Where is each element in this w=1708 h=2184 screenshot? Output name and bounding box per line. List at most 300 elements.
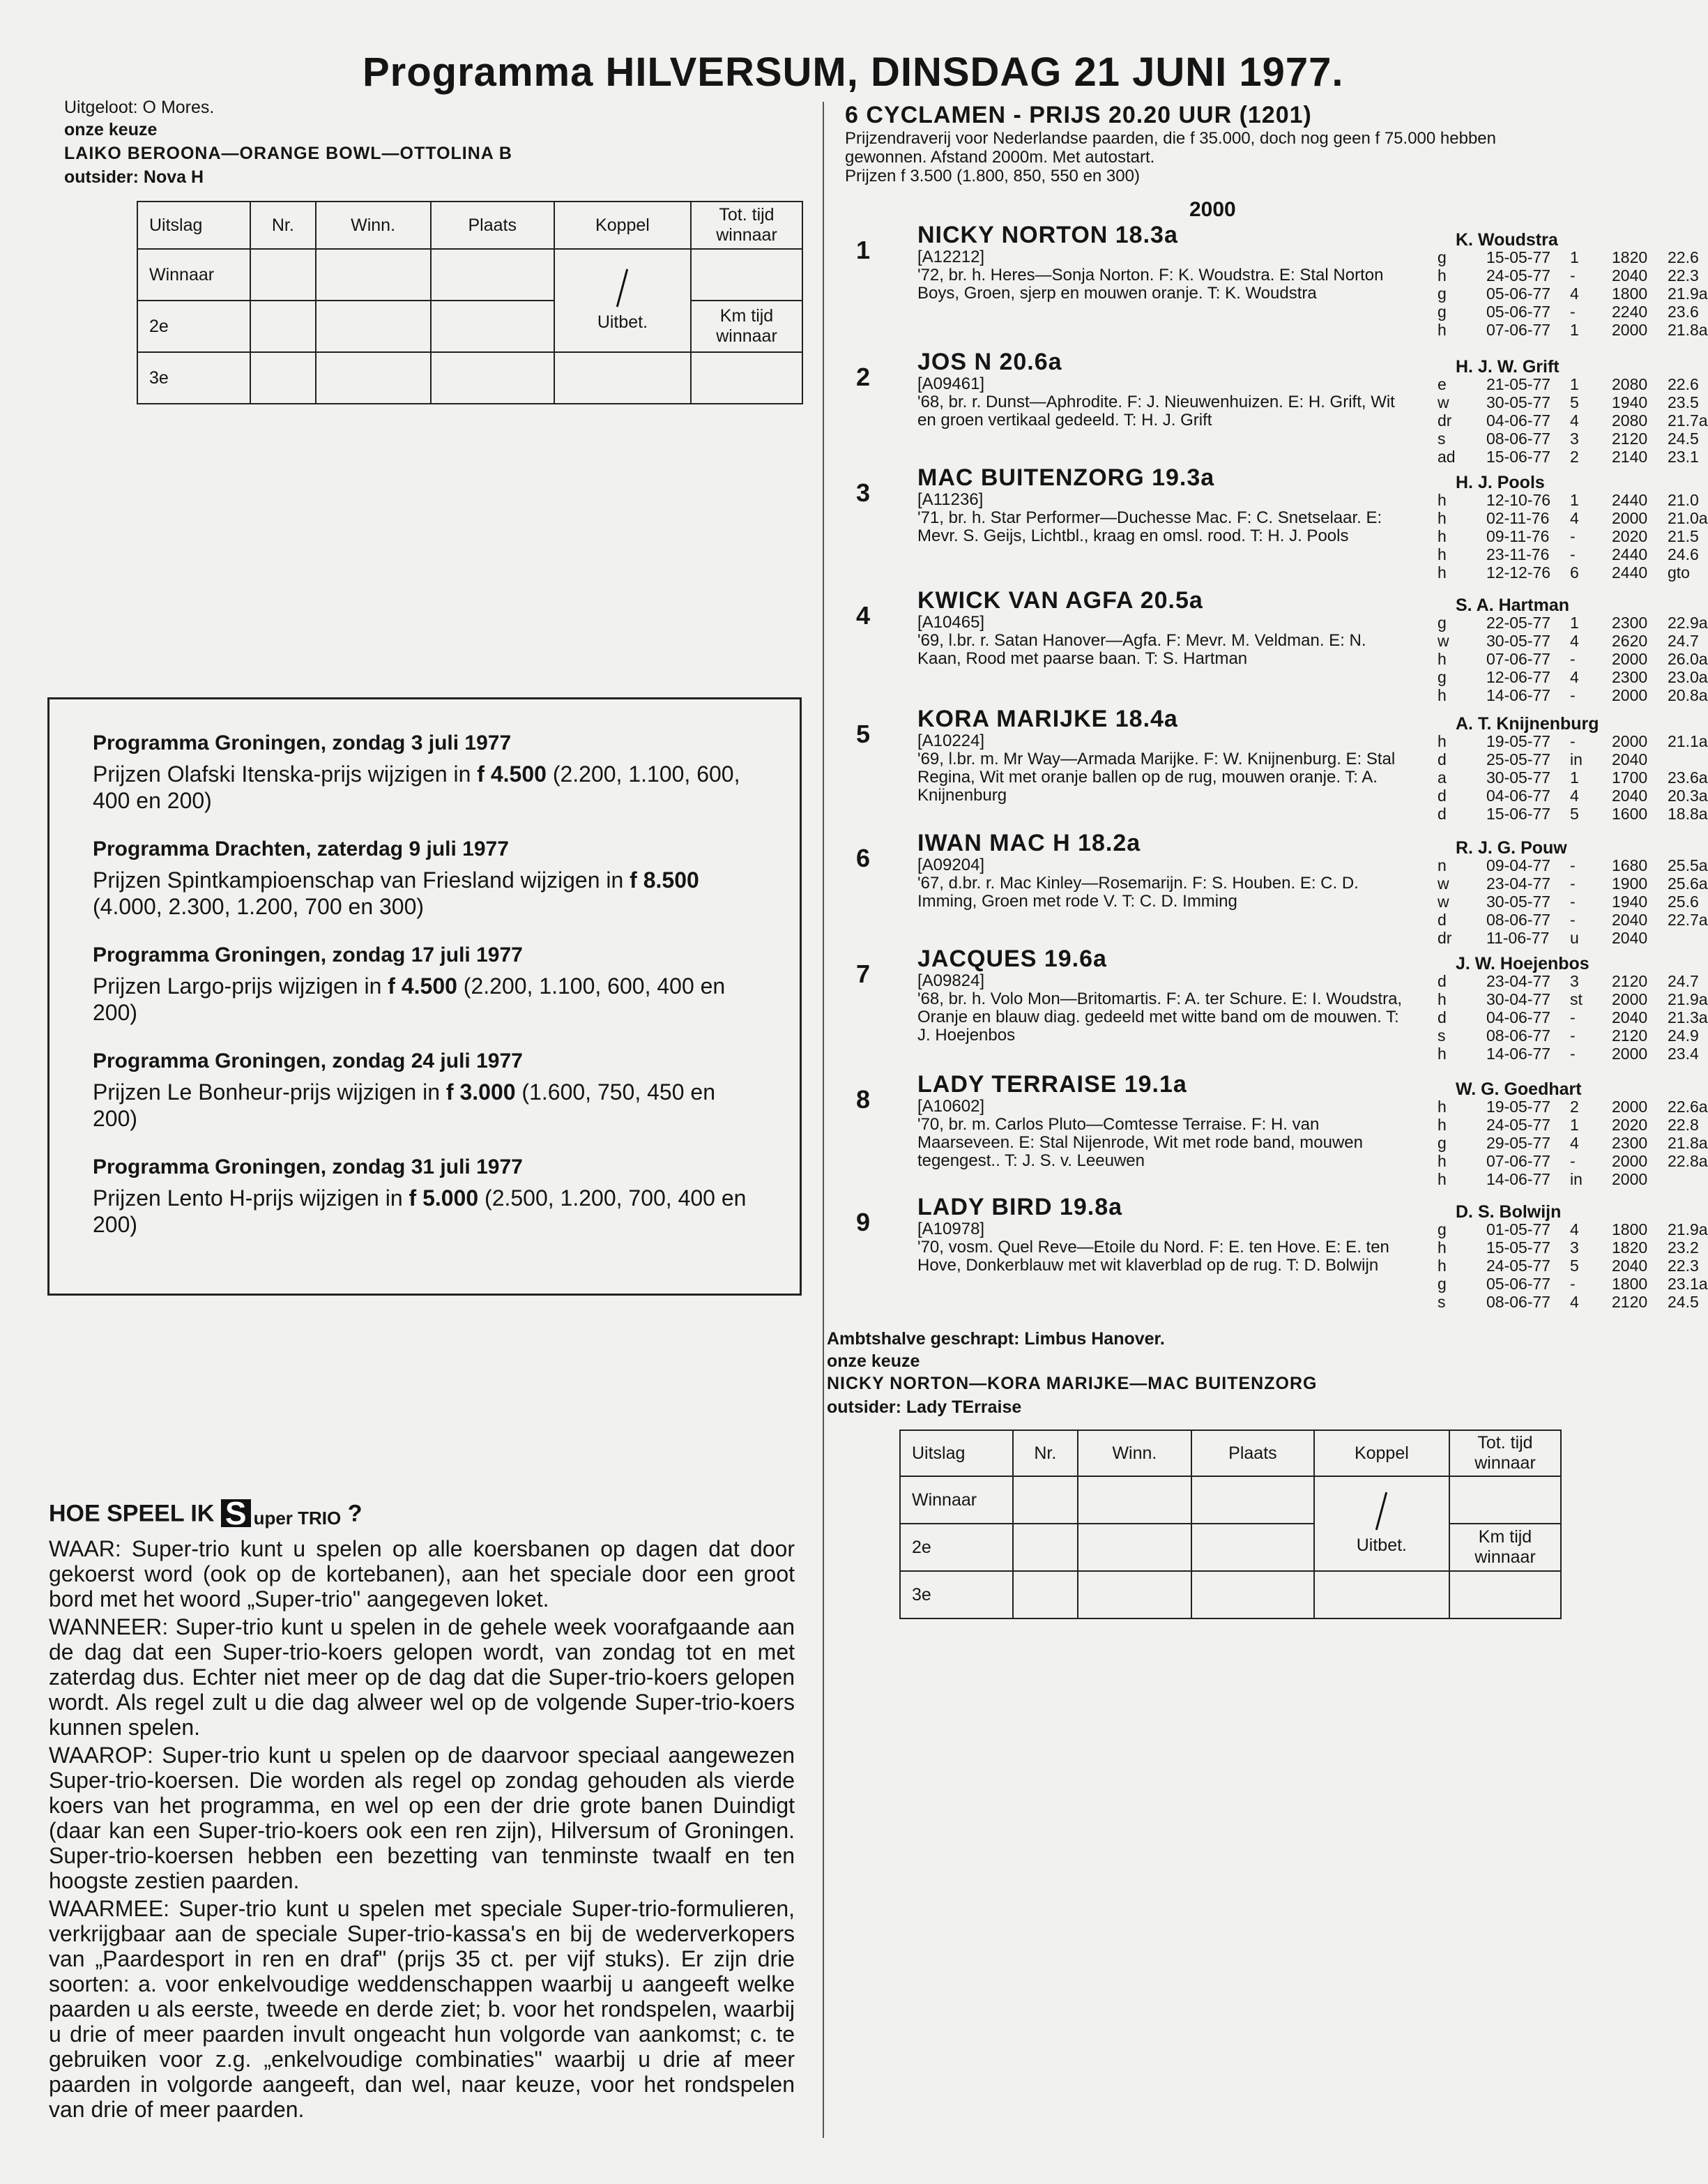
table-cell[interactable]	[316, 301, 431, 352]
horse-name: KORA MARIJKE 18.4a	[917, 706, 1178, 732]
table-cell[interactable]	[1314, 1571, 1449, 1618]
program-change-heading: Programma Groningen, zondag 3 juli 1977	[93, 731, 512, 754]
program-change-heading: Programma Groningen, zondag 24 juli 1977	[93, 1049, 523, 1072]
result-cell: 08-06-77	[1486, 1026, 1551, 1045]
result-cell: 2	[1570, 448, 1579, 466]
table-cell[interactable]	[250, 352, 316, 404]
horse-entry	[845, 1071, 1708, 1190]
result-cell: 21.5	[1668, 527, 1699, 545]
result-cell: 01-05-77	[1486, 1220, 1551, 1238]
horse-number: 6	[856, 844, 871, 872]
result-cell: 23.1a	[1668, 1275, 1708, 1293]
result-cell: w	[1438, 632, 1449, 650]
result-cell: 2040	[1612, 266, 1648, 285]
result-cell: 12-06-77	[1486, 668, 1551, 686]
outsider-text-right: outsider: Lady TErraise	[827, 1397, 1022, 1417]
plaats-header: Plaats	[1191, 1430, 1314, 1476]
result-cell: g	[1438, 1275, 1447, 1293]
result-row	[1291, 911, 1708, 929]
table-cell[interactable]	[250, 301, 316, 352]
result-cell: 15-06-77	[1486, 448, 1551, 466]
result-cell: 3	[1570, 430, 1579, 448]
third-row-label: 3e	[137, 352, 250, 404]
result-cell: 2	[1570, 1098, 1579, 1116]
result-cell: 22.3	[1668, 1257, 1699, 1275]
result-cell: n	[1438, 856, 1447, 874]
table-cell[interactable]	[554, 352, 691, 404]
second-row-label: 2e	[137, 301, 250, 352]
result-row	[1291, 686, 1708, 704]
table-cell[interactable]	[431, 301, 554, 352]
result-row	[1291, 1008, 1708, 1026]
result-cell: d	[1438, 911, 1447, 929]
winn-header: Winn.	[316, 202, 431, 249]
result-cell: 30-04-77	[1486, 990, 1551, 1008]
horse-entry	[845, 222, 1708, 340]
result-cell: 05-06-77	[1486, 1275, 1551, 1293]
result-cell: 22.8	[1668, 1116, 1699, 1134]
result-cell: 21-05-77	[1486, 375, 1551, 393]
result-cell: 1900	[1612, 874, 1648, 893]
result-row	[1291, 393, 1699, 411]
result-cell: 25-05-77	[1486, 750, 1551, 768]
result-cell: 4	[1570, 668, 1579, 686]
result-cell: 2000	[1612, 650, 1648, 668]
result-cell: -	[1570, 650, 1576, 668]
result-cell: 1800	[1612, 1220, 1648, 1238]
result-cell: d	[1438, 1008, 1447, 1026]
result-cell: 12-10-76	[1486, 491, 1551, 509]
result-cell: 04-06-77	[1486, 787, 1551, 805]
result-cell: e	[1438, 375, 1447, 393]
result-cell: 21.8a	[1668, 321, 1708, 339]
result-cell: 21.1a	[1668, 732, 1708, 750]
program-change-amount: f 3.000	[445, 1079, 516, 1105]
tot-tijd-header: Tot. tijd winnaar	[1449, 1430, 1561, 1476]
table-cell[interactable]	[1191, 1476, 1314, 1524]
result-cell: 2440	[1612, 491, 1648, 509]
result-cell: 22.6	[1668, 248, 1699, 266]
result-cell: 1	[1570, 768, 1579, 787]
km-tijd-label: Km tijd winnaar	[1449, 1524, 1561, 1571]
horse-results	[1291, 856, 1708, 947]
result-cell: 12-12-76	[1486, 563, 1551, 582]
race-conditions: Prijzendraverij voor Nederlandse paarden, die f 35.000, doch nog geen f 75.000 hebben gewonnen. Afstand 2000m. Met autostart.	[845, 129, 1496, 167]
program-change-entry	[93, 837, 762, 920]
result-cell: 18.8a	[1668, 805, 1708, 823]
result-cell: 21.3a	[1668, 1008, 1708, 1026]
program-change-pre: Prijzen Spintkampioenschap van Friesland wijzigen in	[93, 867, 630, 893]
result-row	[1291, 768, 1708, 787]
result-cell: g	[1438, 248, 1447, 266]
result-cell: 2040	[1612, 1257, 1648, 1275]
result-row	[1291, 732, 1708, 750]
result-cell: 5	[1570, 393, 1579, 411]
horse-results	[1291, 248, 1708, 339]
program-change-heading: Programma Groningen, zondag 17 juli 1977	[93, 943, 523, 966]
result-cell: gto	[1668, 563, 1690, 582]
program-changes-box	[47, 697, 802, 1296]
hoe-speel-question: ?	[347, 1500, 363, 1527]
horse-results	[1291, 1098, 1708, 1188]
result-cell: g	[1438, 1220, 1447, 1238]
result-cell: 4	[1570, 509, 1579, 527]
program-change-post: (2.500, 1.200, 700, 400 en 200)	[93, 1185, 747, 1237]
result-cell: 08-06-77	[1486, 911, 1551, 929]
result-row	[1291, 303, 1699, 321]
result-row	[1291, 1275, 1708, 1293]
hoe-speel-heading	[49, 1495, 795, 1531]
result-cell: 25.6	[1668, 893, 1699, 911]
race-title: 6 CYCLAMEN - PRIJS 20.20 UUR (1201)	[845, 102, 1312, 128]
horse-trainer: J. W. Hoejenbos	[1456, 954, 1589, 973]
result-cell: 1	[1570, 321, 1579, 339]
result-cell: g	[1438, 285, 1447, 303]
table-cell[interactable]	[691, 352, 802, 404]
result-cell: 02-11-76	[1486, 509, 1550, 527]
program-change-post: (2.200, 1.100, 600, 400 en 200)	[93, 761, 740, 813]
horse-name: LADY TERRAISE 19.1a	[917, 1071, 1187, 1098]
winnaar-row-label: Winnaar	[900, 1476, 1013, 1524]
result-cell: 2040	[1612, 929, 1648, 947]
result-cell: u	[1570, 929, 1579, 947]
result-cell: h	[1438, 1152, 1447, 1170]
result-cell: 1800	[1612, 285, 1648, 303]
result-cell: 2080	[1612, 375, 1648, 393]
horse-entry	[845, 830, 1708, 948]
result-cell: 3	[1570, 1238, 1579, 1257]
result-cell: h	[1438, 266, 1447, 285]
result-cell: 4	[1570, 1134, 1579, 1152]
result-cell: 25.5a	[1668, 856, 1708, 874]
nr-header: Nr.	[250, 202, 316, 249]
result-cell: 4	[1570, 632, 1579, 650]
result-cell: 24.9	[1668, 1026, 1699, 1045]
result-cell: 20.8a	[1668, 686, 1708, 704]
uitbet-label: Uitbet.	[597, 312, 648, 332]
horse-number: 7	[856, 960, 871, 988]
table-cell[interactable]	[1078, 1524, 1191, 1571]
table-cell[interactable]	[316, 249, 431, 301]
table-cell[interactable]	[1013, 1571, 1078, 1618]
result-cell: 21.9a	[1668, 990, 1708, 1008]
program-change-pre: Prijzen Le Bonheur-prijs wijzigen in	[93, 1079, 446, 1105]
horse-description: [A10465] '69, l.br. r. Satan Hanover—Agfa. F: Mevr. M. Veldman. E: N. Kaan, Rood met paarse baan. T: S. Hartman	[917, 613, 1366, 668]
koppel-header: Koppel	[1314, 1430, 1449, 1476]
result-cell: 2240	[1612, 303, 1648, 321]
result-cell: h	[1438, 563, 1447, 582]
table-cell[interactable]	[1013, 1476, 1078, 1524]
super-trio-logo	[221, 1495, 342, 1531]
program-change-pre: Prijzen Largo-prijs wijzigen in	[93, 973, 388, 999]
result-cell: 2440	[1612, 545, 1648, 563]
result-row	[1291, 563, 1690, 582]
result-cell: 1	[1570, 614, 1579, 632]
result-cell: 04-06-77	[1486, 1008, 1551, 1026]
result-cell: h	[1438, 527, 1447, 545]
horse-results	[1291, 375, 1708, 466]
result-cell: g	[1438, 303, 1447, 321]
result-cell: 4	[1570, 1293, 1579, 1311]
result-cell: 2120	[1612, 1293, 1648, 1311]
result-cell: w	[1438, 893, 1449, 911]
slash-mark	[1375, 1492, 1387, 1531]
result-row	[1291, 929, 1648, 947]
result-row	[1291, 1152, 1708, 1170]
table-cell[interactable]	[1449, 1571, 1561, 1618]
result-cell: 15-05-77	[1486, 248, 1551, 266]
result-cell: 4	[1570, 1220, 1579, 1238]
wanneer-paragraph: WANNEER: Super-trio kunt u spelen in de gehele week voorafgaande aan de dag dat een Super-trio-koers gelopen wordt, van zondag tot en met zaterdag dus. Echter niet meer op de dag dat die Super-trio-koers gelopen wordt. Als regel zult u die dag alweer wel op de volgende Super-trio-koers kunnen spelen.	[49, 1614, 795, 1740]
result-cell: 4	[1570, 411, 1579, 430]
result-cell: 2440	[1612, 563, 1648, 582]
winn-header: Winn.	[1078, 1430, 1191, 1476]
horse-number: 8	[856, 1085, 871, 1114]
horse-description: [A10602] '70, br. m. Carlos Pluto—Comtesse Terraise. F: H. van Maarseveen. E: Stal Nijenrode, Wit met rode band, mouwen tegengest.. T: J. S. v. Leeuwen	[917, 1097, 1363, 1170]
result-cell: dr	[1438, 929, 1452, 947]
result-cell: 1800	[1612, 1275, 1648, 1293]
winnaar-row-label: Winnaar	[137, 249, 250, 301]
horse-trainer: W. G. Goedhart	[1456, 1079, 1582, 1099]
horse-results	[1291, 614, 1708, 704]
result-row	[1291, 411, 1708, 430]
hoe-speel-section	[49, 1495, 795, 2125]
result-cell: 4	[1570, 285, 1579, 303]
result-cell: 2000	[1612, 686, 1648, 704]
program-change-amount: f 4.500	[477, 761, 547, 787]
result-cell: 30-05-77	[1486, 393, 1551, 411]
result-cell: d	[1438, 787, 1447, 805]
result-row	[1291, 266, 1699, 285]
result-cell: h	[1438, 1045, 1447, 1063]
waar-paragraph: WAAR: Super-trio kunt u spelen op alle koersbanen op dagen dat door gekoerst word (ook op de kortebanen), aan het speciale door een groot bord met het woord „Super-trio" aangegeven loket.	[49, 1536, 795, 1612]
program-change-text	[93, 973, 762, 1026]
result-row	[1291, 248, 1699, 266]
plaats-header: Plaats	[431, 202, 554, 249]
result-cell: 04-06-77	[1486, 411, 1551, 430]
result-row	[1291, 632, 1699, 650]
result-cell: 2080	[1612, 411, 1648, 430]
table-cell[interactable]	[1191, 1571, 1314, 1618]
onze-keuze-text-right: NICKY NORTON—KORA MARIJKE—MAC BUITENZORG	[827, 1374, 1318, 1393]
result-cell: 05-06-77	[1486, 285, 1551, 303]
table-cell[interactable]	[250, 249, 316, 301]
result-cell: h	[1438, 1116, 1447, 1134]
onze-keuze-label-right: onze keuze	[827, 1351, 920, 1371]
result-cell: 1	[1570, 248, 1579, 266]
horse-results	[1291, 972, 1708, 1063]
result-cell: 1600	[1612, 805, 1648, 823]
result-cell: 2000	[1612, 509, 1648, 527]
result-cell: -	[1570, 1026, 1576, 1045]
result-cell: 2300	[1612, 614, 1648, 632]
result-cell: 2040	[1612, 750, 1648, 768]
result-cell: in	[1570, 1170, 1583, 1188]
result-cell: 30-05-77	[1486, 768, 1551, 787]
result-row	[1291, 990, 1708, 1008]
table-cell[interactable]	[431, 352, 554, 404]
result-cell: h	[1438, 509, 1447, 527]
koppel-header: Koppel	[554, 202, 691, 249]
table-cell[interactable]	[316, 352, 431, 404]
result-cell: -	[1570, 732, 1576, 750]
program-change-entry	[93, 1049, 762, 1132]
result-cell: -	[1570, 527, 1576, 545]
result-cell: -	[1570, 856, 1576, 874]
result-cell: 2000	[1612, 1098, 1648, 1116]
result-row	[1291, 805, 1708, 823]
result-cell: 2120	[1612, 972, 1648, 990]
result-cell: 5	[1570, 805, 1579, 823]
program-change-entry	[93, 731, 762, 814]
horse-entry	[845, 464, 1708, 583]
table-cell[interactable]	[1191, 1524, 1314, 1571]
program-change-amount: f 5.000	[409, 1185, 479, 1211]
result-cell: 2040	[1612, 911, 1648, 929]
horse-number: 1	[856, 236, 871, 264]
result-row	[1291, 430, 1699, 448]
onze-keuze-label: onze keuze	[64, 120, 158, 139]
result-row	[1291, 650, 1708, 668]
result-cell: s	[1438, 1026, 1446, 1045]
result-cell: 23.6	[1668, 303, 1699, 321]
program-change-amount: f 4.500	[388, 973, 457, 999]
race-header	[845, 102, 1612, 185]
result-cell: 2620	[1612, 632, 1648, 650]
outsider-text: outsider: Nova H	[64, 167, 204, 187]
horse-number: 9	[856, 1208, 871, 1236]
result-cell: 23.6a	[1668, 768, 1708, 787]
result-row	[1291, 1134, 1708, 1152]
result-cell: 6	[1570, 563, 1579, 582]
result-cell: h	[1438, 491, 1447, 509]
result-cell: 2000	[1612, 990, 1648, 1008]
result-cell: -	[1570, 1152, 1576, 1170]
result-cell: 2000	[1612, 1152, 1648, 1170]
result-cell: 21.8a	[1668, 1134, 1708, 1152]
result-cell: 1680	[1612, 856, 1648, 874]
result-row	[1291, 856, 1708, 874]
horse-entry	[845, 349, 1708, 467]
result-cell: 29-05-77	[1486, 1134, 1551, 1152]
result-row	[1291, 527, 1699, 545]
table-cell[interactable]	[1013, 1524, 1078, 1571]
result-cell: -	[1570, 1275, 1576, 1293]
result-cell: 2020	[1612, 527, 1648, 545]
result-cell: 5	[1570, 1257, 1579, 1275]
horse-entry	[845, 706, 1708, 824]
result-cell: 3	[1570, 972, 1579, 990]
result-row	[1291, 1116, 1699, 1134]
result-cell: 25.6a	[1668, 874, 1708, 893]
table-cell[interactable]	[1078, 1571, 1191, 1618]
result-cell: -	[1570, 893, 1576, 911]
horse-description: [A12212] '72, br. h. Heres—Sonja Norton. F: K. Woudstra. E: Stal Norton Boys, Groen, sjerp en mouwen oranje. T: K. Woudstra	[917, 248, 1384, 303]
horse-description: [A09461] '68, br. r. Dunst—Aphrodite. F: J. Nieuwenhuizen. E: H. Grift, Wit en groen vertikaal gedeeld. T: H. J. Grift	[917, 374, 1395, 430]
result-cell: h	[1438, 990, 1447, 1008]
koppel-cell[interactable]	[554, 249, 691, 352]
horse-results	[1291, 1220, 1708, 1311]
result-cell: 2120	[1612, 1026, 1648, 1045]
result-cell: w	[1438, 874, 1449, 893]
horse-trainer: A. T. Knijnenburg	[1456, 714, 1599, 734]
result-cell: h	[1438, 545, 1447, 563]
result-cell: 23-04-77	[1486, 874, 1551, 893]
result-cell: 14-06-77	[1486, 1045, 1551, 1063]
result-cell: 24.7	[1668, 972, 1699, 990]
result-row	[1291, 1170, 1648, 1188]
result-cell: d	[1438, 972, 1447, 990]
result-cell: 24.7	[1668, 632, 1699, 650]
result-cell: d	[1438, 805, 1447, 823]
horse-number: 3	[856, 478, 871, 507]
result-cell: a	[1438, 768, 1447, 787]
horse-description: [A10224] '69, l.br. m. Mr Way—Armada Marijke. F: W. Knijnenburg. E: Stal Regina, Wit met oranje ballen op de rug, mouwen oranje. T: A. Knijnenburg	[917, 731, 1396, 805]
table-cell[interactable]	[1449, 1476, 1561, 1524]
uitbet-label: Uitbet.	[1356, 1535, 1408, 1555]
result-cell: -	[1570, 545, 1576, 563]
result-cell: h	[1438, 650, 1447, 668]
table-cell[interactable]	[1078, 1476, 1191, 1524]
table-cell[interactable]	[431, 249, 554, 301]
super-trio-logo-s: S	[221, 1499, 251, 1527]
result-cell: 21.7a	[1668, 411, 1708, 430]
horse-name: IWAN MAC H 18.2a	[917, 830, 1141, 856]
result-cell: 2000	[1612, 321, 1648, 339]
horse-name: MAC BUITENZORG 19.3a	[917, 464, 1215, 491]
result-row	[1291, 1220, 1708, 1238]
result-cell: 1820	[1612, 1238, 1648, 1257]
horse-results	[1291, 732, 1708, 823]
result-cell: 20.3a	[1668, 787, 1708, 805]
result-row	[1291, 1098, 1708, 1116]
horse-description: [A10978] '70, vosm. Quel Reve—Etoile du Nord. F: E. ten Hove. E: E. ten Hove, Donkerblauw met wit klaverblad op de rug. T: D. Bolwijn	[917, 1220, 1389, 1275]
result-row	[1291, 750, 1648, 768]
result-cell: 23.2	[1668, 1238, 1699, 1257]
result-cell: 21.0a	[1668, 509, 1708, 527]
result-cell: 2120	[1612, 430, 1648, 448]
koppel-cell[interactable]	[1314, 1476, 1449, 1571]
result-cell: d	[1438, 750, 1447, 768]
uitgeloot-text: Uitgeloot: O Mores.	[64, 98, 215, 117]
horse-entry	[845, 946, 1708, 1064]
result-cell: -	[1570, 266, 1576, 285]
result-cell: 23.1	[1668, 448, 1699, 466]
uitslag-header: Uitslag	[900, 1430, 1013, 1476]
result-cell: 07-06-77	[1486, 321, 1551, 339]
horse-name: JOS N 20.6a	[917, 349, 1062, 375]
result-cell: 2000	[1612, 1045, 1648, 1063]
program-change-text	[93, 761, 762, 814]
result-cell: -	[1570, 1045, 1576, 1063]
result-cell: 11-06-77	[1486, 929, 1550, 947]
program-change-heading: Programma Drachten, zaterdag 9 juli 1977	[93, 837, 509, 860]
uitslag-header: Uitslag	[137, 202, 250, 249]
result-cell: 24.5	[1668, 1293, 1699, 1311]
result-cell: 09-04-77	[1486, 856, 1551, 874]
result-cell: 23-04-77	[1486, 972, 1551, 990]
result-cell: w	[1438, 393, 1449, 411]
result-cell: 24.6	[1668, 545, 1699, 563]
program-change-entry	[93, 943, 762, 1026]
nr-header: Nr.	[1013, 1430, 1078, 1476]
result-cell: 2040	[1612, 787, 1648, 805]
result-cell: 1820	[1612, 248, 1648, 266]
result-cell: 1	[1570, 491, 1579, 509]
result-cell: -	[1570, 686, 1576, 704]
table-cell[interactable]	[691, 249, 802, 301]
result-row	[1291, 321, 1708, 339]
